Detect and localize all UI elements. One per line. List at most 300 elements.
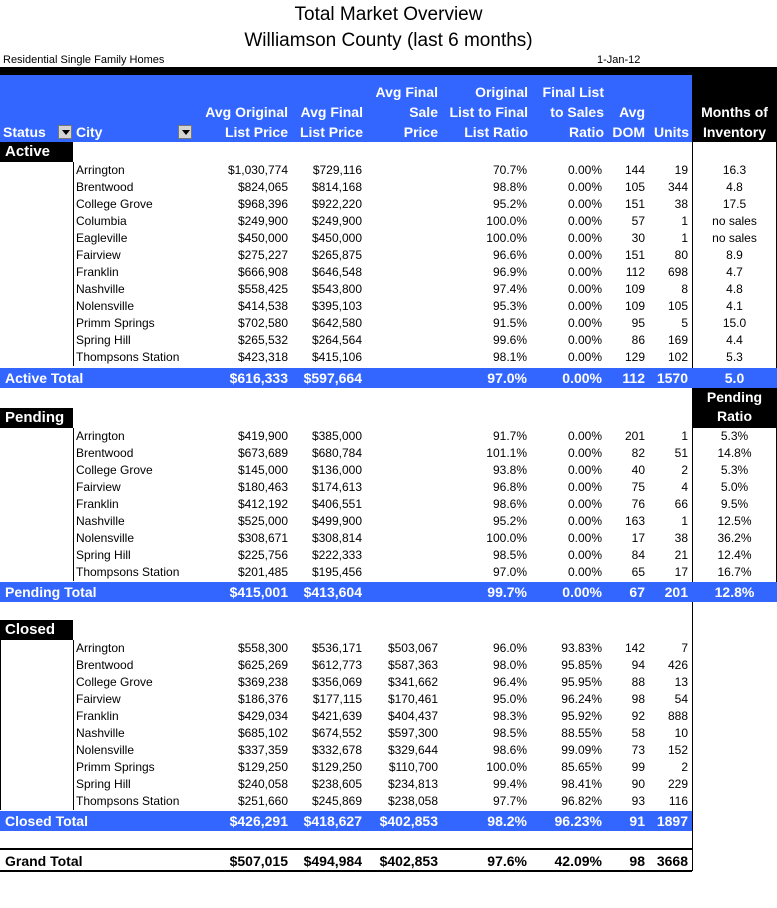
report-date: 1-Jan-12 bbox=[597, 54, 641, 66]
cell-fls: 0.00% bbox=[567, 333, 602, 347]
header-sale-1: Avg Final bbox=[375, 84, 438, 100]
cell-olf: 100.0% bbox=[486, 214, 527, 228]
cell-dom: 92 bbox=[631, 709, 645, 723]
table-row bbox=[0, 247, 777, 264]
cell-orig: $145,000 bbox=[237, 463, 288, 477]
total-fls: 96.23% bbox=[554, 813, 602, 829]
cell-units: 152 bbox=[667, 743, 688, 757]
cell-orig: $337,359 bbox=[237, 743, 288, 757]
grand-total-dom: 98 bbox=[629, 853, 645, 869]
cell-units: 105 bbox=[667, 299, 688, 313]
table-row bbox=[0, 547, 777, 564]
total-orig: $415,001 bbox=[229, 584, 288, 600]
cell-units: 38 bbox=[674, 197, 688, 211]
cell-olf: 95.0% bbox=[492, 692, 527, 706]
cell-dom: 112 bbox=[625, 265, 645, 279]
cell-olf: 97.7% bbox=[492, 794, 527, 808]
total-units: 201 bbox=[664, 584, 688, 600]
cell-city: Eagleville bbox=[76, 231, 128, 245]
cell-final: $922,220 bbox=[311, 197, 362, 211]
active-total-moi: 5.0 bbox=[692, 368, 777, 388]
cell-olf: 96.8% bbox=[492, 480, 527, 494]
cell-fls: 98.41% bbox=[561, 777, 602, 791]
cell-orig: $673,689 bbox=[237, 446, 288, 460]
cell-units: 10 bbox=[674, 726, 688, 740]
cell-final: $680,784 bbox=[311, 446, 362, 460]
cell-units: 5 bbox=[681, 316, 688, 330]
header-sale-2: Sale bbox=[409, 104, 438, 120]
total-olf: 99.7% bbox=[487, 584, 527, 600]
cell-final: $612,773 bbox=[311, 658, 362, 672]
table-row bbox=[0, 298, 777, 315]
cell-fls: 0.00% bbox=[567, 480, 602, 494]
table-row bbox=[0, 162, 777, 179]
report-subtitle: Williamson County (last 6 months) bbox=[244, 30, 533, 51]
cell-orig: $240,058 bbox=[237, 777, 288, 791]
cell-fls: 0.00% bbox=[567, 350, 602, 364]
cell-final: $245,869 bbox=[311, 794, 362, 808]
closed-total-row bbox=[0, 811, 692, 831]
cell-city: Nolensville bbox=[76, 743, 135, 757]
cell-units: 1 bbox=[681, 514, 688, 528]
cell-final: $536,171 bbox=[311, 641, 362, 655]
cell-units: 116 bbox=[668, 794, 688, 808]
cell-fls: 95.92% bbox=[561, 709, 602, 723]
total-sale: $402,853 bbox=[379, 813, 438, 829]
cell-dom: 86 bbox=[631, 333, 645, 347]
table-row bbox=[0, 230, 777, 247]
header-fls-1: Final List bbox=[542, 84, 604, 100]
cell-units: 1 bbox=[681, 231, 688, 245]
cell-city: Spring Hill bbox=[76, 548, 131, 562]
cell-orig: $666,908 bbox=[237, 265, 288, 279]
cell-olf: 95.2% bbox=[492, 197, 527, 211]
table-row bbox=[0, 657, 777, 674]
table-row bbox=[0, 530, 777, 547]
cell-final: $385,000 bbox=[311, 429, 362, 443]
grand-total-units: 3668 bbox=[656, 853, 688, 869]
cell-city: College Grove bbox=[76, 463, 153, 477]
cell-orig: $423,318 bbox=[237, 350, 288, 364]
cell-fls: 0.00% bbox=[567, 299, 602, 313]
cell-final: $415,106 bbox=[311, 350, 362, 364]
grand-total-orig: $507,015 bbox=[229, 853, 288, 869]
cell-final: $356,069 bbox=[311, 675, 362, 689]
cell-olf: 98.5% bbox=[492, 726, 527, 740]
cell-units: 1 bbox=[681, 214, 688, 228]
cell-moi: 4.4 bbox=[726, 333, 743, 347]
cell-fls: 0.00% bbox=[567, 248, 602, 262]
cell-orig: $186,376 bbox=[237, 692, 288, 706]
cell-sale: $329,644 bbox=[387, 743, 438, 757]
header-city: City bbox=[76, 124, 103, 140]
cell-moi: 5.3 bbox=[726, 350, 743, 364]
cell-final: $238,605 bbox=[311, 777, 362, 791]
table-row bbox=[0, 691, 777, 708]
cell-final: $264,564 bbox=[311, 333, 362, 347]
cell-units: 54 bbox=[674, 692, 688, 706]
cell-moi: 4.7 bbox=[726, 265, 743, 279]
total-final: $418,627 bbox=[303, 813, 362, 829]
cell-moi: 36.2% bbox=[717, 531, 752, 545]
pending-ratio-header bbox=[692, 388, 777, 428]
table-row bbox=[0, 776, 777, 793]
cell-dom: 151 bbox=[624, 197, 645, 211]
cell-fls: 96.82% bbox=[561, 794, 602, 808]
cell-olf: 97.4% bbox=[492, 282, 527, 296]
cell-orig: $429,034 bbox=[237, 709, 288, 723]
table-row bbox=[0, 513, 777, 530]
table-row bbox=[0, 708, 777, 725]
cell-sale: $587,363 bbox=[387, 658, 438, 672]
cell-orig: $180,463 bbox=[237, 480, 288, 494]
cell-city: Arrington bbox=[76, 641, 125, 655]
total-orig: $426,291 bbox=[229, 813, 288, 829]
cell-city: Nolensville bbox=[76, 531, 135, 545]
cell-final: $729,116 bbox=[312, 163, 362, 177]
cell-city: Nolensville bbox=[76, 299, 135, 313]
cell-orig: $824,065 bbox=[237, 180, 288, 194]
cell-orig: $702,580 bbox=[237, 316, 288, 330]
cell-city: Fairview bbox=[76, 248, 121, 262]
cell-orig: $1,030,774 bbox=[227, 163, 288, 177]
cell-orig: $450,000 bbox=[237, 231, 288, 245]
cell-units: 344 bbox=[667, 180, 688, 194]
header-olf-3: List Ratio bbox=[464, 124, 528, 140]
cell-city: Fairview bbox=[76, 480, 121, 494]
cell-final: $177,115 bbox=[312, 692, 362, 706]
cell-units: 17 bbox=[674, 565, 688, 579]
cell-olf: 98.6% bbox=[492, 743, 527, 757]
cell-final: $674,552 bbox=[311, 726, 362, 740]
cell-fls: 0.00% bbox=[567, 514, 602, 528]
cell-moi: 8.9 bbox=[726, 248, 743, 262]
cell-dom: 73 bbox=[631, 743, 645, 757]
cell-fls: 0.00% bbox=[567, 231, 602, 245]
cell-olf: 98.8% bbox=[492, 180, 527, 194]
cell-sale: $110,700 bbox=[388, 760, 438, 774]
cell-final: $332,678 bbox=[311, 743, 362, 757]
cell-dom: 40 bbox=[631, 463, 645, 477]
pending-total-ratio: 12.8% bbox=[692, 582, 777, 602]
cell-units: 38 bbox=[674, 531, 688, 545]
table-row bbox=[0, 179, 777, 196]
total-units: 1897 bbox=[656, 813, 688, 829]
cell-moi: 4.8 bbox=[726, 282, 743, 296]
cell-final: $195,456 bbox=[311, 565, 362, 579]
cell-olf: 70.7% bbox=[492, 163, 527, 177]
cell-orig: $251,660 bbox=[237, 794, 288, 808]
grand-total-fls: 42.09% bbox=[554, 853, 602, 869]
property-type-label: Residential Single Family Homes bbox=[3, 54, 165, 66]
cell-final: $646,548 bbox=[311, 265, 362, 279]
cell-units: 19 bbox=[674, 163, 688, 177]
table-row bbox=[0, 264, 777, 281]
table-row bbox=[0, 196, 777, 213]
cell-moi: 16.3 bbox=[722, 163, 747, 177]
section-pending-label: Pending bbox=[0, 408, 73, 428]
table-row bbox=[0, 428, 777, 445]
grand-total-final: $494,984 bbox=[303, 853, 362, 869]
cell-units: 4 bbox=[681, 480, 688, 494]
table-row bbox=[0, 462, 777, 479]
cell-units: 51 bbox=[674, 446, 688, 460]
total-fls: 0.00% bbox=[562, 370, 602, 386]
cell-fls: 0.00% bbox=[567, 463, 602, 477]
cell-moi: 5.3% bbox=[720, 463, 749, 477]
cell-fls: 0.00% bbox=[567, 316, 602, 330]
cell-dom: 105 bbox=[624, 180, 645, 194]
cell-moi: 15.0 bbox=[722, 316, 747, 330]
cell-final: $136,000 bbox=[311, 463, 362, 477]
cell-orig: $558,300 bbox=[237, 641, 288, 655]
cell-dom: 109 bbox=[624, 282, 645, 296]
cell-moi: 4.8 bbox=[726, 180, 743, 194]
cell-olf: 100.0% bbox=[486, 531, 527, 545]
cell-orig: $625,269 bbox=[237, 658, 288, 672]
cell-dom: 142 bbox=[624, 641, 645, 655]
header-avg-final-2: List Price bbox=[299, 124, 363, 140]
cell-dom: 99 bbox=[631, 760, 645, 774]
section-closed-label: Closed bbox=[0, 620, 73, 640]
cell-orig: $249,900 bbox=[237, 214, 288, 228]
cell-olf: 99.6% bbox=[492, 333, 527, 347]
cell-final: $249,900 bbox=[311, 214, 362, 228]
cell-final: $222,333 bbox=[311, 548, 362, 562]
table-row bbox=[0, 674, 777, 691]
cell-city: Fairview bbox=[76, 692, 121, 706]
cell-dom: 76 bbox=[631, 497, 645, 511]
pending-ratio-header-line2: Ratio bbox=[717, 408, 752, 424]
table-row bbox=[0, 479, 777, 496]
cell-fls: 0.00% bbox=[567, 180, 602, 194]
cell-final: $395,103 bbox=[311, 299, 362, 313]
total-dom: 67 bbox=[629, 584, 645, 600]
total-final: $597,664 bbox=[303, 370, 362, 386]
header-moi-1: Months of bbox=[701, 104, 768, 120]
cell-dom: 30 bbox=[631, 231, 645, 245]
total-label: Closed Total bbox=[5, 813, 88, 829]
cell-moi: 17.5 bbox=[722, 197, 747, 211]
cell-city: Thompsons Station bbox=[76, 794, 180, 808]
cell-olf: 99.4% bbox=[492, 777, 527, 791]
cell-fls: 99.09% bbox=[561, 743, 602, 757]
cell-dom: 95 bbox=[631, 316, 645, 330]
cell-final: $421,639 bbox=[311, 709, 362, 723]
cell-orig: $225,756 bbox=[237, 548, 288, 562]
cell-olf: 97.0% bbox=[492, 565, 527, 579]
cell-dom: 82 bbox=[631, 446, 645, 460]
table-row bbox=[0, 315, 777, 332]
table-row bbox=[0, 281, 777, 298]
header-fls-2: to Sales bbox=[550, 104, 604, 120]
cell-sale: $238,058 bbox=[387, 794, 438, 808]
header-units: Units bbox=[654, 124, 689, 140]
header-dom-1: Avg bbox=[619, 104, 645, 120]
table-row bbox=[0, 725, 777, 742]
cell-fls: 88.55% bbox=[561, 726, 602, 740]
cell-fls: 96.24% bbox=[561, 692, 602, 706]
total-fls: 0.00% bbox=[562, 584, 602, 600]
cell-orig: $265,532 bbox=[237, 333, 288, 347]
cell-city: College Grove bbox=[76, 197, 153, 211]
cell-city: Columbia bbox=[76, 214, 127, 228]
total-units: 1570 bbox=[656, 370, 688, 386]
header-olf-2: List to Final bbox=[449, 104, 528, 120]
cell-olf: 95.2% bbox=[492, 514, 527, 528]
table-row bbox=[0, 349, 777, 366]
table-row bbox=[0, 496, 777, 513]
cell-city: Thompsons Station bbox=[76, 565, 180, 579]
cell-dom: 109 bbox=[624, 299, 645, 313]
cell-city: Spring Hill bbox=[76, 777, 131, 791]
cell-fls: 0.00% bbox=[567, 429, 602, 443]
cell-units: 80 bbox=[674, 248, 688, 262]
active-total-row bbox=[0, 368, 692, 388]
cell-fls: 0.00% bbox=[567, 282, 602, 296]
pending-total-row bbox=[0, 582, 692, 602]
cell-dom: 88 bbox=[631, 675, 645, 689]
cell-moi: 9.5% bbox=[720, 497, 749, 511]
table-row bbox=[0, 564, 777, 581]
cell-units: 888 bbox=[667, 709, 688, 723]
cell-city: Primm Springs bbox=[76, 760, 155, 774]
cell-final: $543,800 bbox=[311, 282, 362, 296]
cell-dom: 17 bbox=[631, 531, 645, 545]
cell-dom: 57 bbox=[631, 214, 645, 228]
cell-city: Brentwood bbox=[76, 180, 134, 194]
cell-fls: 0.00% bbox=[567, 446, 602, 460]
cell-units: 21 bbox=[674, 548, 688, 562]
cell-dom: 90 bbox=[631, 777, 645, 791]
total-dom: 112 bbox=[622, 370, 645, 386]
cell-fls: 93.83% bbox=[561, 641, 602, 655]
cell-fls: 0.00% bbox=[567, 565, 602, 579]
cell-dom: 144 bbox=[624, 163, 645, 177]
cell-final: $308,814 bbox=[311, 531, 362, 545]
total-olf: 97.0% bbox=[487, 370, 527, 386]
cell-olf: 96.4% bbox=[492, 675, 527, 689]
cell-dom: 84 bbox=[631, 548, 645, 562]
header-dom-2: DOM bbox=[612, 124, 645, 140]
cell-olf: 96.0% bbox=[492, 641, 527, 655]
cell-city: Thompsons Station bbox=[76, 350, 180, 364]
cell-orig: $129,250 bbox=[237, 760, 288, 774]
header-moi-2: Inventory bbox=[702, 124, 766, 140]
cell-final: $642,580 bbox=[311, 316, 362, 330]
cell-dom: 151 bbox=[624, 248, 645, 262]
cell-orig: $414,538 bbox=[237, 299, 288, 313]
cell-moi: 4.1 bbox=[726, 299, 743, 313]
cell-city: Primm Springs bbox=[76, 316, 155, 330]
table-row bbox=[0, 742, 777, 759]
cell-olf: 91.7% bbox=[492, 429, 527, 443]
grid-line bbox=[0, 848, 692, 850]
cell-olf: 96.9% bbox=[492, 265, 527, 279]
cell-fls: 0.00% bbox=[567, 163, 602, 177]
cell-orig: $525,000 bbox=[237, 514, 288, 528]
cell-moi: no sales bbox=[712, 214, 757, 228]
cell-fls: 0.00% bbox=[567, 531, 602, 545]
cell-olf: 100.0% bbox=[486, 231, 527, 245]
cell-olf: 98.0% bbox=[492, 658, 527, 672]
table-row bbox=[0, 445, 777, 462]
cell-city: Nashville bbox=[76, 514, 125, 528]
cell-dom: 58 bbox=[631, 726, 645, 740]
cell-units: 169 bbox=[667, 333, 688, 347]
cell-sale: $503,067 bbox=[387, 641, 438, 655]
total-olf: 98.2% bbox=[487, 813, 527, 829]
cell-dom: 75 bbox=[631, 480, 645, 494]
cell-fls: 0.00% bbox=[567, 265, 602, 279]
cell-olf: 98.6% bbox=[492, 497, 527, 511]
cell-fls: 85.65% bbox=[561, 760, 602, 774]
cell-orig: $968,396 bbox=[237, 197, 288, 211]
cell-dom: 201 bbox=[624, 429, 645, 443]
grand-total-olf: 97.6% bbox=[487, 853, 527, 869]
cell-sale: $234,813 bbox=[387, 777, 438, 791]
cell-sale: $170,461 bbox=[387, 692, 438, 706]
cell-units: 698 bbox=[667, 265, 688, 279]
cell-sale: $341,662 bbox=[387, 675, 438, 689]
cell-final: $129,250 bbox=[311, 760, 362, 774]
cell-moi: 5.0% bbox=[720, 480, 749, 494]
cell-final: $450,000 bbox=[311, 231, 362, 245]
cell-fls: 0.00% bbox=[567, 214, 602, 228]
cell-olf: 98.1% bbox=[492, 350, 527, 364]
header-fls-3: Ratio bbox=[569, 124, 604, 140]
header-status: Status bbox=[3, 124, 46, 140]
total-label: Active Total bbox=[5, 370, 84, 386]
status-filter-dropdown[interactable] bbox=[58, 125, 72, 139]
header-avg-final-1: Avg Final bbox=[300, 104, 363, 120]
section-active-label: Active bbox=[0, 142, 73, 162]
cell-olf: 96.6% bbox=[492, 248, 527, 262]
grand-total-sale: $402,853 bbox=[379, 853, 438, 869]
cell-sale: $597,300 bbox=[387, 726, 438, 740]
cell-city: Arrington bbox=[76, 163, 125, 177]
cell-dom: 98 bbox=[631, 692, 645, 706]
cell-olf: 95.3% bbox=[492, 299, 527, 313]
cell-dom: 129 bbox=[624, 350, 645, 364]
cell-orig: $558,425 bbox=[237, 282, 288, 296]
cell-final: $265,875 bbox=[311, 248, 362, 262]
cell-city: Spring Hill bbox=[76, 333, 131, 347]
cell-city: Franklin bbox=[76, 265, 119, 279]
cell-units: 2 bbox=[681, 463, 688, 477]
cell-units: 229 bbox=[667, 777, 688, 791]
cell-city: Nashville bbox=[76, 282, 125, 296]
cell-dom: 94 bbox=[631, 658, 645, 672]
cell-orig: $201,485 bbox=[237, 565, 288, 579]
cell-city: Brentwood bbox=[76, 658, 134, 672]
cell-units: 8 bbox=[681, 282, 688, 296]
cell-orig: $275,227 bbox=[237, 248, 288, 262]
cell-sale: $404,437 bbox=[387, 709, 438, 723]
cell-dom: 163 bbox=[624, 514, 645, 528]
cell-units: 1 bbox=[681, 429, 688, 443]
total-final: $413,604 bbox=[303, 584, 362, 600]
table-row bbox=[0, 332, 777, 349]
cell-fls: 0.00% bbox=[567, 497, 602, 511]
cell-final: $174,613 bbox=[311, 480, 362, 494]
cell-final: $499,900 bbox=[311, 514, 362, 528]
report-title: Total Market Overview bbox=[294, 4, 483, 25]
header-sale-3: Price bbox=[403, 124, 438, 140]
table-row bbox=[0, 793, 777, 810]
header-avg-original-2: List Price bbox=[224, 124, 288, 140]
cell-units: 2 bbox=[681, 760, 688, 774]
